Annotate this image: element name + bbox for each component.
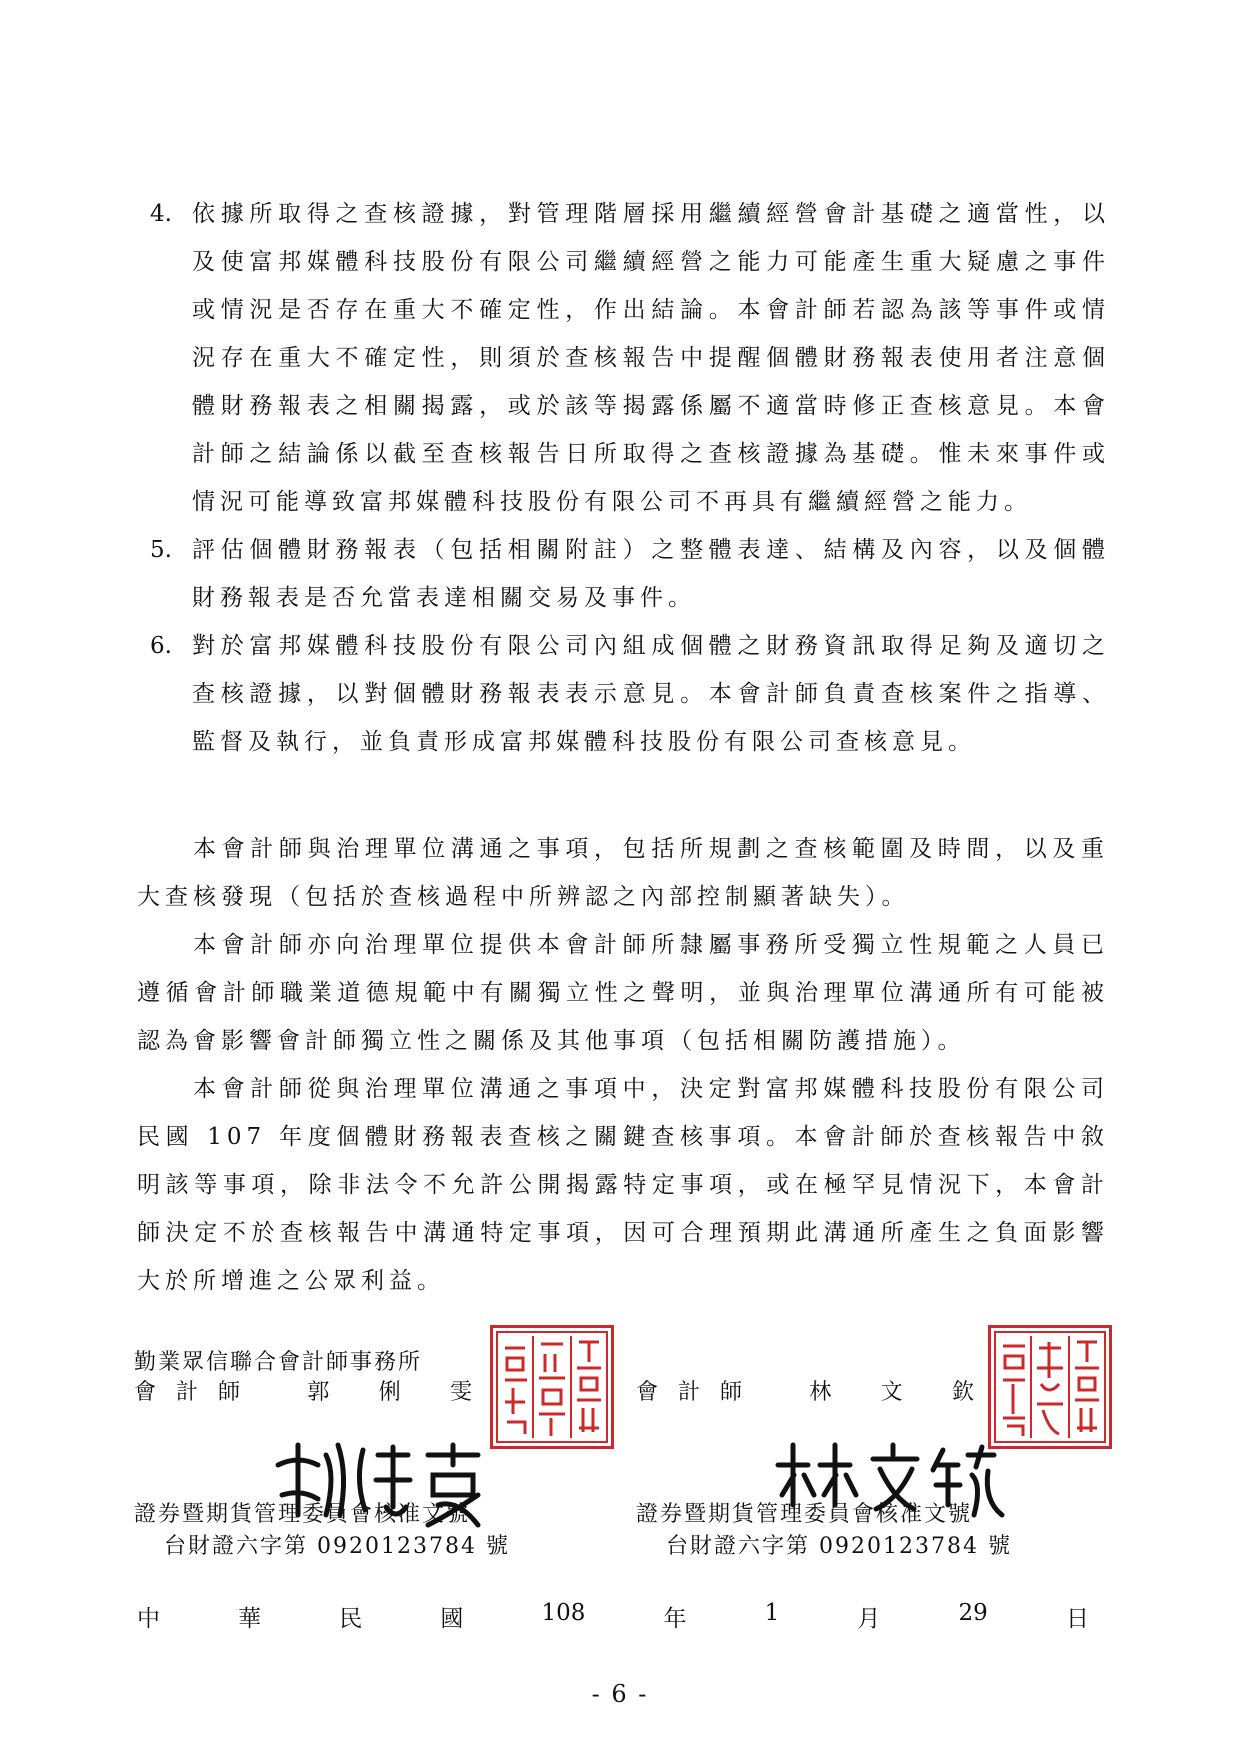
date-part: 月 xyxy=(857,1606,881,1632)
date-part: 中 xyxy=(137,1606,160,1632)
date-part: 1 xyxy=(764,1600,780,1626)
accountant-name-char: 文 xyxy=(880,1380,905,1405)
date-part: 108 xyxy=(541,1600,586,1626)
page-number: - 6 - xyxy=(591,1680,649,1708)
accountant-name-char: 林 xyxy=(809,1380,834,1405)
list-item xyxy=(150,622,1110,766)
approval-label-left: 證券暨期貨管理委員會核准文號 xyxy=(134,1502,471,1527)
list-item xyxy=(150,190,1110,526)
date-part: 國 xyxy=(440,1606,464,1632)
approval-number-left: 台財證六字第 0920123784 號 xyxy=(164,1534,510,1559)
approval-label-right: 證券暨期貨管理委員會核准文號 xyxy=(636,1502,973,1527)
body-paragraph: 本會計師亦向治理單位提供本會計師所隸屬事務所受獨立性規範之人員已遵循會計師職業道德規範中有關獨立性之聲明，並與治理單位溝通所有可能被認為會影響會計師獨立性之關係及其他事項（包括相關防護措施）。 xyxy=(137,932,1109,1054)
date-part: 民 xyxy=(339,1606,363,1632)
accountant-seal-left xyxy=(490,1325,614,1449)
approval-number-right: 台財證六字第 0920123784 號 xyxy=(666,1534,1012,1559)
firm-name: 勤業眾信聯合會計師事務所 xyxy=(134,1350,423,1375)
date-part: 日 xyxy=(1065,1606,1089,1632)
list-item xyxy=(150,526,1110,622)
list-item-text: 評估個體財務報表（包括相關附註）之整體表達、結構及內容，以及個體財務報表是否允當表達相關交易及事件。 xyxy=(192,537,1110,611)
date-part: 29 xyxy=(958,1600,988,1626)
list-item-text: 對於富邦媒體科技股份有限公司內組成個體之財務資訊取得足夠及適切之查核證據，以對個體財務報表表示意見。本會計師負責查核案件之指導、監督及執行，並負責形成富邦媒體科技股份有限公司查核意見。 xyxy=(192,633,1110,755)
list-item-number: 5. xyxy=(150,537,172,563)
accountant-title: 會計師 xyxy=(636,1380,763,1405)
date-part: 年 xyxy=(663,1606,687,1632)
accountant-name-char: 俐 xyxy=(378,1380,403,1405)
list-item-number: 4. xyxy=(150,201,172,227)
list-item-text: 依據所取得之查核證據，對管理階層採用繼續經營會計基礎之適當性，以及使富邦媒體科技股份有限公司繼續經營之能力可能產生重大疑慮之事件或情況是否存在重大不確定性，作出結論。本會計師若認為該等事件或情況存在重大不確定性，則須於查核報告中提醒個體財務報表使用者注意個體財務報表之相關揭露，或於該等揭露係屬不適當時修正查核意見。本會計師之結論係以截至查核報告日所取得之查核證據為基礎。惟未來事件或情況可能導致富邦媒體科技股份有限公司不再具有繼續經營之能力。 xyxy=(192,201,1110,515)
body-paragraph: 本會計師與治理單位溝通之事項，包括所規劃之查核範圍及時間，以及重大查核發現（包括於查核過程中所辨認之內部控制顯著缺失）。 xyxy=(137,836,1109,910)
accountant-name-char: 雯 xyxy=(449,1380,474,1405)
report-date xyxy=(137,1600,1089,1633)
procedure-list xyxy=(150,190,1110,766)
body-paragraph: 本會計師從與治理單位溝通之事項中，決定對富邦媒體科技股份有限公司民國 107 年度個體財務報表查核之關鍵查核事項。本會計師於查核報告中敘明該等事項，除非法令不允許公開揭露特定事項，或在極罕見情況下，本會計師決定不於查核報告中溝通特定事項，因可合理預期此溝通所產生之負面影響大於所增進之公眾利益。 xyxy=(137,1076,1109,1294)
accountant-name-char: 欽 xyxy=(951,1380,976,1405)
accountant-title: 會計師 xyxy=(134,1380,261,1405)
accountant-left-label xyxy=(134,1378,474,1408)
list-item-number: 6. xyxy=(150,633,172,659)
accountant-right-label xyxy=(636,1378,976,1408)
date-part: 華 xyxy=(238,1606,262,1632)
accountant-name-char: 郭 xyxy=(307,1380,332,1405)
